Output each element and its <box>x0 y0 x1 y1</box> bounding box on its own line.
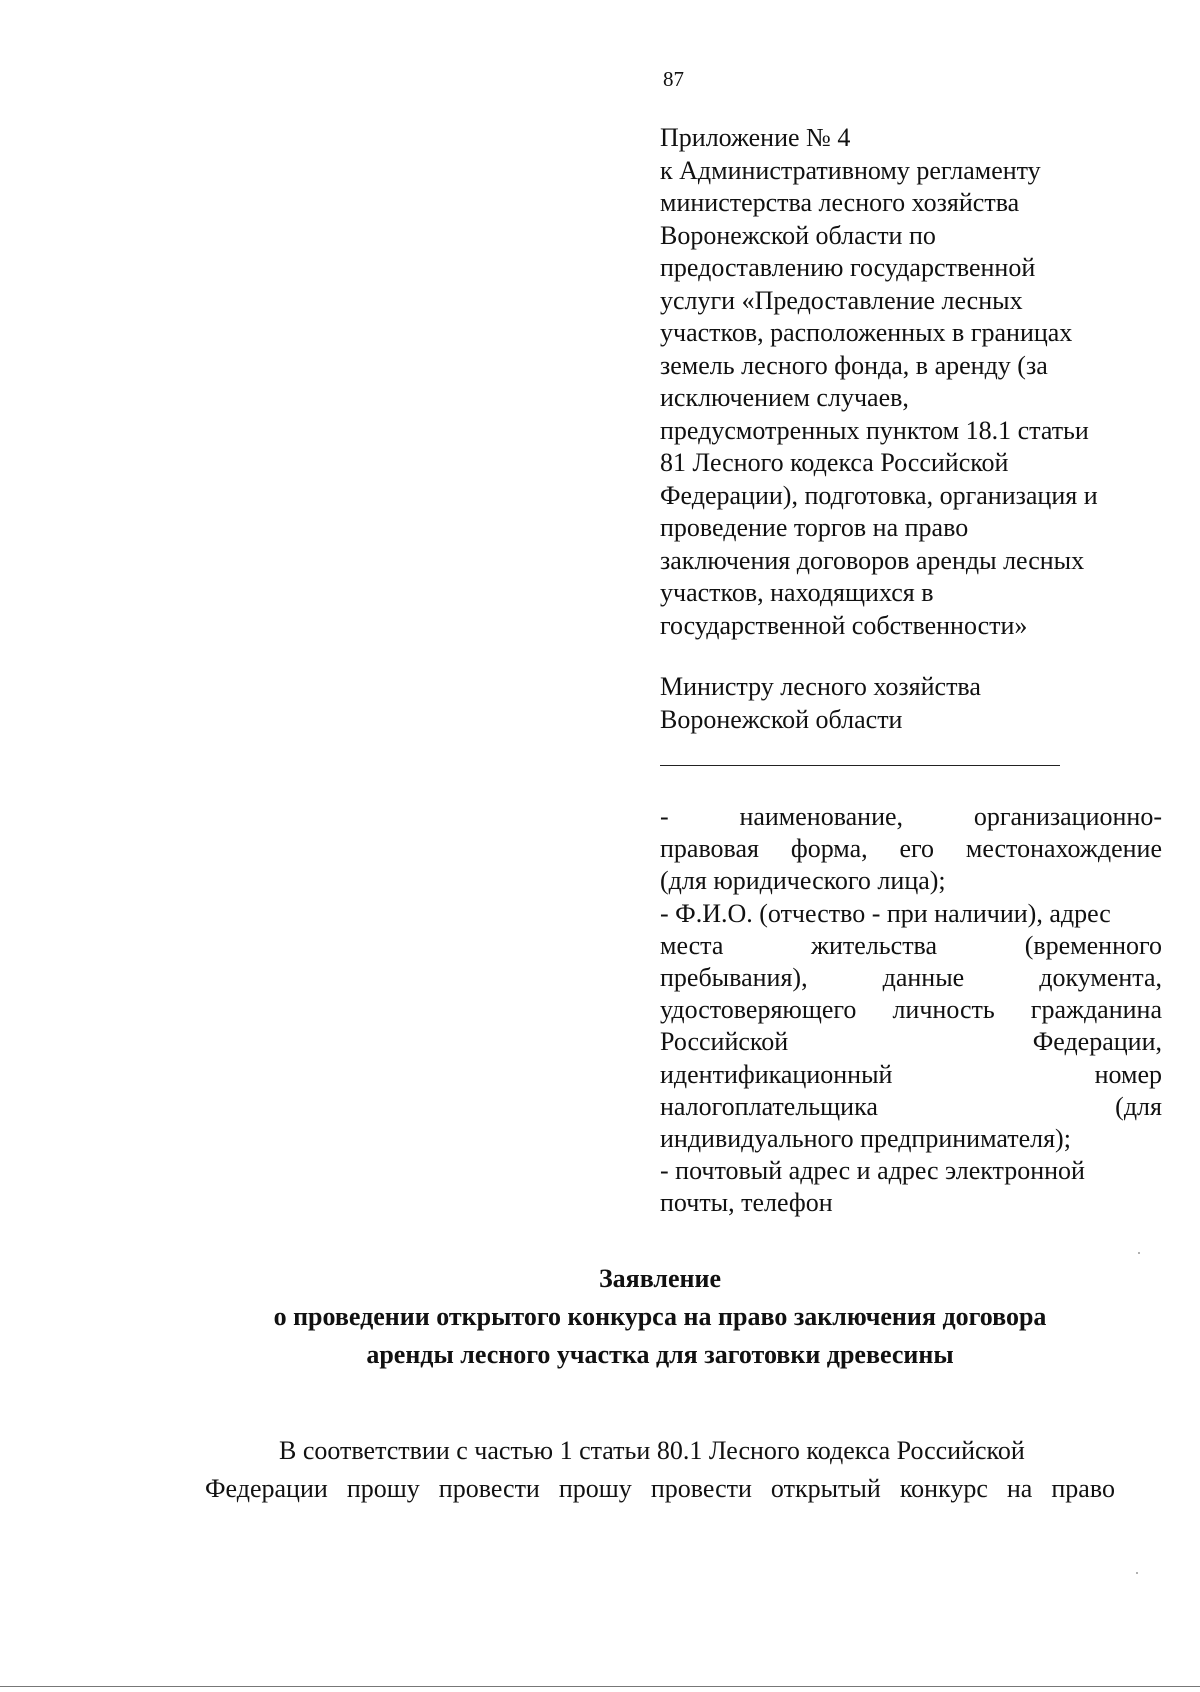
blank-fill-line <box>660 765 1060 766</box>
requisites-word: правовая <box>660 834 759 864</box>
appendix-line: участков, расположенных в границах <box>660 318 1073 347</box>
requisites-word: (временного <box>1024 930 1162 960</box>
scan-edge-line <box>0 1686 1200 1687</box>
body-word: право <box>1051 1474 1115 1503</box>
requisites-line <box>660 1026 1162 1058</box>
requisites-word: гражданина <box>1030 995 1162 1025</box>
appendix-line: услуги «Предоставление лесных <box>660 285 1023 315</box>
body-word: конкурс <box>899 1474 988 1503</box>
appendix-line: предоставлению государственной <box>660 253 1036 282</box>
requisites-word: наименование, <box>739 802 904 831</box>
appendix-header <box>660 122 1160 642</box>
body-word: открытый <box>770 1474 881 1503</box>
requisites-word: Российской <box>660 1027 789 1057</box>
requisites-word: пребывания), <box>660 963 808 993</box>
requisites-line <box>660 898 1162 930</box>
requisites-word: его <box>899 834 935 864</box>
appendix-line: проведение торгов на право <box>660 513 969 542</box>
addressee-line: Министру лесного хозяйства <box>660 672 981 701</box>
addressee-line: Воронежской области <box>660 704 903 734</box>
requisites-word: организационно- <box>973 802 1162 831</box>
requisites-word: налогоплательщика <box>660 1091 878 1121</box>
requisites-word: Федерации, <box>1032 1027 1162 1057</box>
requisites-word: номер <box>1094 1059 1162 1089</box>
title-line-2: о проведении открытого конкурса на право заключения договора <box>273 1302 1047 1331</box>
requisites-word: жительства <box>811 930 938 960</box>
body-word: провести <box>438 1474 540 1503</box>
scan-speck <box>1136 1572 1138 1574</box>
requisites-word: форма, <box>790 834 868 864</box>
appendix-line: предусмотренных пунктом 18.1 статьи <box>660 415 1089 445</box>
requisites-word: личность <box>892 995 995 1025</box>
requisites-line <box>660 1155 1162 1187</box>
appendix-line: министерства лесного хозяйства <box>660 188 1020 217</box>
requisites-line <box>660 1091 1162 1123</box>
page-number: 87 <box>663 67 684 91</box>
addressee-block <box>660 671 1160 736</box>
appendix-line: к Административному регламенту <box>660 155 1041 185</box>
appendix-line: Воронежской области по <box>660 220 936 250</box>
requisites-word: индивидуального предпринимателя); <box>660 1124 1071 1154</box>
body-word: прошу <box>346 1474 420 1503</box>
requisites-word: идентификационный <box>660 1059 893 1089</box>
appendix-line: исключением случаев, <box>660 383 909 412</box>
appendix-line: Приложение № 4 <box>660 123 851 152</box>
document-title <box>0 1260 1200 1374</box>
appendix-line: заключения договоров аренды лесных <box>660 545 1085 575</box>
requisites-line <box>660 1123 1162 1155</box>
scan-speck <box>1138 1252 1140 1254</box>
applicant-requisites <box>660 801 1162 1220</box>
requisites-word: данные <box>882 963 965 993</box>
body-line-2 <box>205 1470 1115 1508</box>
requisites-word: местонахождение <box>965 834 1162 864</box>
requisites-word: документа, <box>1039 963 1162 993</box>
requisites-word: удостоверяющего <box>660 995 857 1025</box>
requisites-line <box>660 833 1162 865</box>
requisites-word: - почтовый адрес и адрес электронной <box>660 1156 1085 1186</box>
body-line-1: В соответствии с частью 1 статьи 80.1 Лесного кодекса Российской <box>279 1436 1025 1465</box>
requisites-line <box>660 865 1162 897</box>
requisites-word: места <box>660 930 724 960</box>
requisites-line <box>660 1059 1162 1091</box>
title-line-1: Заявление <box>598 1264 722 1293</box>
body-text <box>205 1432 1115 1508</box>
body-word: провести <box>650 1474 752 1503</box>
requisites-line <box>660 801 1162 833</box>
appendix-line: 81 Лесного кодекса Российской <box>660 448 1009 477</box>
appendix-line: Федерации), подготовка, организация и <box>660 480 1098 510</box>
requisites-line <box>660 930 1162 962</box>
body-word: прошу <box>558 1474 632 1503</box>
body-word: Федерации <box>205 1474 328 1503</box>
requisites-line <box>660 962 1162 994</box>
requisites-line <box>660 994 1162 1026</box>
requisites-word: - Ф.И.О. (отчество - при наличии), адрес <box>660 898 1111 928</box>
appendix-line: участков, находящихся в <box>660 578 934 607</box>
appendix-line: государственной собственности» <box>660 610 1028 640</box>
body-word: на <box>1006 1474 1033 1503</box>
title-line-3: аренды лесного участка для заготовки древесины <box>366 1340 954 1369</box>
requisites-word: почты, телефон <box>660 1188 833 1218</box>
requisites-line <box>660 1187 1162 1219</box>
requisites-word: - <box>660 802 669 831</box>
requisites-word: (для <box>1115 1091 1162 1121</box>
requisites-word: (для юридического лица); <box>660 866 946 896</box>
appendix-line: земель лесного фонда, в аренду (за <box>660 350 1048 380</box>
